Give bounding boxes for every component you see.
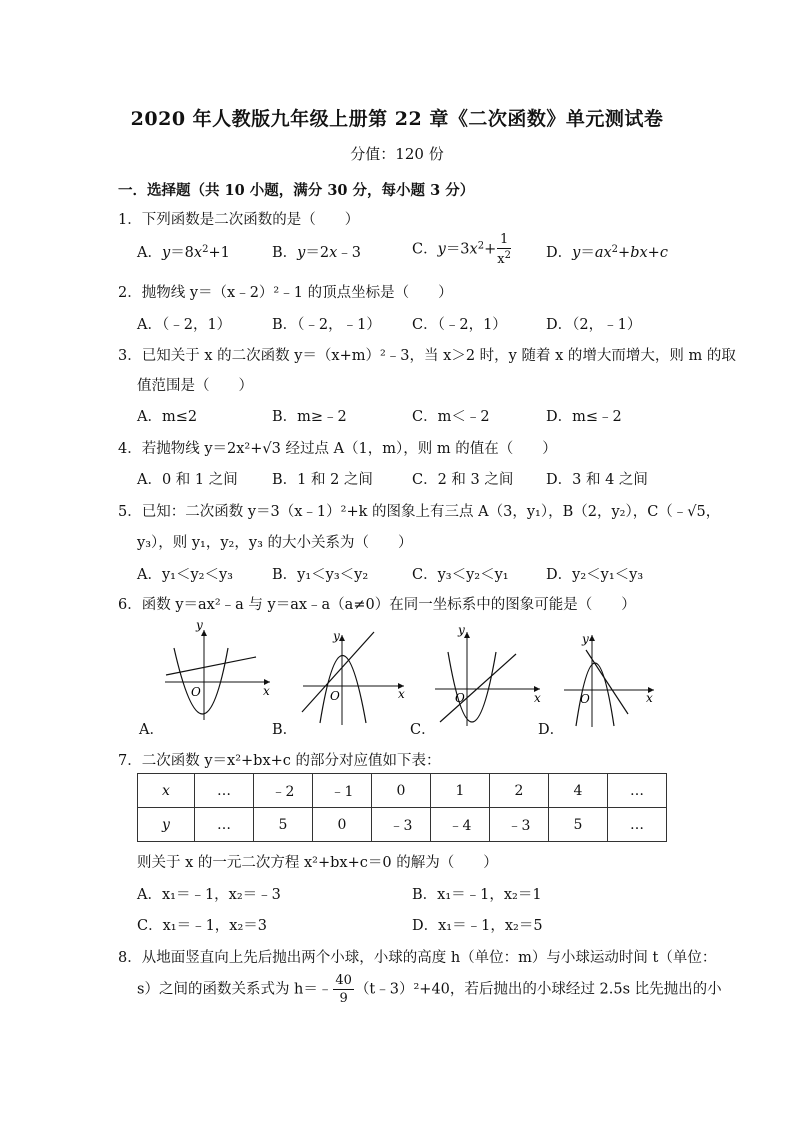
- table-cell: 1: [431, 774, 490, 808]
- table-cell: x: [138, 774, 195, 808]
- table-cell: 0: [313, 808, 372, 842]
- page-title: 2020 年人教版九年级上册第 22 章《二次函数》单元测试卷: [130, 108, 664, 130]
- table-cell: …: [608, 774, 667, 808]
- x-label: x: [534, 691, 541, 705]
- q8-line2-prefix: s）之间的函数关系式为 h＝﹣: [137, 981, 333, 998]
- q3-line2: 值范围是（ ）: [137, 378, 253, 394]
- y-label: y: [458, 623, 465, 637]
- q1-stem: 1．下列函数是二次函数的是（ ）: [118, 212, 360, 228]
- q2-option-a[interactable]: A．（﹣2，1）: [137, 317, 232, 333]
- table-cell: …: [195, 774, 254, 808]
- table-cell: ﹣3: [372, 808, 431, 842]
- graph-b: [298, 628, 413, 728]
- table-cell: ﹣2: [254, 774, 313, 808]
- q1-option-c[interactable]: C．$y=3x^2+$ $\frac{1}{x^2}$: [412, 232, 511, 267]
- q7-option-c[interactable]: C．x₁＝﹣1，x₂＝3: [137, 918, 268, 934]
- table-cell: 5: [254, 808, 313, 842]
- y-arrow: [339, 635, 345, 641]
- q1-option-c-label: C．: [412, 241, 438, 258]
- q5-option-b[interactable]: B．y₁＜y₃＜y₂: [272, 567, 369, 583]
- graph-c: [430, 622, 550, 730]
- fraction-denominator: 9: [339, 991, 348, 1006]
- q3-option-d[interactable]: D．m≤﹣2: [546, 409, 622, 425]
- origin-label: O: [191, 685, 201, 699]
- fraction: $\frac{1}{x^2}$: [497, 232, 511, 267]
- q8-line2: [137, 974, 722, 1005]
- parabola: [174, 648, 228, 714]
- q8-line2-suffix: （t﹣3）²+40，若后抛出的小球经过 2.5s 比先抛出的小: [354, 981, 722, 998]
- q2-stem: 2．抛物线 y＝（x﹣2）²﹣1 的顶点坐标是（ ）: [118, 285, 453, 301]
- table-cell: 5: [549, 808, 608, 842]
- table-cell: 2: [490, 774, 549, 808]
- x-label: x: [398, 687, 405, 701]
- q3-line1: 3．已知关于 x 的二次函数 y＝（x+m）²﹣3，当 x＞2 时，y 随着 x 的增大而增大，则 m 的取: [118, 348, 736, 364]
- table-row-y: [138, 808, 667, 842]
- q3-option-b[interactable]: B．m≥﹣2: [272, 409, 347, 425]
- y-arrow: [464, 632, 470, 638]
- y-label: y: [333, 629, 340, 643]
- score-label: 分值：120 份: [350, 145, 444, 163]
- x-label: x: [646, 691, 653, 705]
- q5-line2: y₃），则 y₁，y₂，y₃ 的大小关系为（ ）: [137, 535, 413, 551]
- x-label: x: [263, 684, 270, 698]
- origin-label: O: [330, 689, 340, 703]
- q3-option-c[interactable]: C．m＜﹣2: [412, 409, 490, 425]
- y-label: y: [196, 620, 203, 632]
- q4-option-a[interactable]: A．0 和 1 之间: [137, 472, 238, 488]
- q2-option-b[interactable]: B．（﹣2，﹣1）: [272, 317, 381, 333]
- origin-label: O: [580, 692, 590, 706]
- table-cell: ﹣3: [490, 808, 549, 842]
- q8-line1: 8．从地面竖直向上先后抛出两个小球，小球的高度 h（单位：m）与小球运动时间 t（单位：: [118, 950, 717, 966]
- q7-option-a[interactable]: A．x₁＝﹣1，x₂＝﹣3: [137, 887, 281, 903]
- fraction: [333, 974, 354, 1005]
- q4-option-b[interactable]: B．1 和 2 之间: [272, 472, 373, 488]
- q2-option-c[interactable]: C．（﹣2，1）: [412, 317, 507, 333]
- table-cell: y: [138, 808, 195, 842]
- graph-d: [560, 630, 660, 730]
- q5-option-c[interactable]: C．y₃＜y₂＜y₁: [412, 567, 509, 583]
- q7-option-d[interactable]: D．x₁＝﹣1，x₂＝5: [412, 918, 543, 934]
- q5-option-d[interactable]: D．y₂＜y₁＜y₃: [546, 567, 644, 583]
- q7-stem: 7．二次函数 y＝x²+bx+c 的部分对应值如下表：: [118, 753, 441, 769]
- table-cell: 4: [549, 774, 608, 808]
- y-label: y: [582, 632, 589, 646]
- q6-option-b[interactable]: B．: [272, 722, 298, 738]
- value-table: [137, 773, 667, 842]
- fraction-numerator: 40: [335, 973, 352, 988]
- parabola: [448, 652, 496, 722]
- y-arrow: [589, 635, 595, 641]
- table-cell: …: [195, 808, 254, 842]
- q5-option-a[interactable]: A．y₁＜y₂＜y₃: [137, 567, 233, 583]
- q7-after: 则关于 x 的一元二次方程 x²+bx+c＝0 的解为（ ）: [137, 855, 498, 871]
- q1-option-b[interactable]: B．y＝2x﹣3: [272, 245, 362, 261]
- q7-option-b[interactable]: B．x₁＝﹣1，x₂＝1: [412, 887, 542, 903]
- table-cell: 0: [372, 774, 431, 808]
- section-heading: 一．选择题（共 10 小题，满分 30 分，每小题 3 分）: [118, 182, 475, 199]
- q6-option-d[interactable]: D．: [538, 722, 565, 738]
- q5-line1: 5．已知：二次函数 y＝3（x﹣1）²+k 的图象上有三点 A（3，y₁），B（2，y₂），C（﹣√5，: [118, 504, 721, 520]
- line: [166, 657, 256, 675]
- q4-option-c[interactable]: C．2 和 3 之间: [412, 472, 514, 488]
- q4-stem: 4．若抛物线 y＝2x²+√3 经过点 A（1，m），则 m 的值在（ ）: [118, 441, 557, 457]
- origin-label: O: [455, 691, 465, 705]
- q4-option-d[interactable]: D．3 和 4 之间: [546, 472, 648, 488]
- q3-option-a[interactable]: A．m≤2: [137, 409, 198, 425]
- q1-option-b-label: B．: [272, 245, 298, 261]
- q1-option-d-label: D．: [546, 245, 573, 261]
- q1-option-a[interactable]: A．$y=8x^2+1$: [137, 244, 230, 261]
- table-cell: …: [608, 808, 667, 842]
- table-cell: ﹣4: [431, 808, 490, 842]
- q6-stem: 6．函数 y＝ax²﹣a 与 y＝ax﹣a（a≠0）在同一坐标系中的图象可能是（ ）: [118, 597, 636, 613]
- q6-option-a[interactable]: A．: [139, 722, 164, 738]
- q2-option-d[interactable]: D．（2，﹣1）: [546, 317, 642, 333]
- line: [440, 654, 516, 722]
- q1-option-d[interactable]: D．$y=ax^2+bx+c$: [546, 244, 668, 261]
- table-row-x: [138, 774, 667, 808]
- graph-a: [160, 620, 280, 725]
- table-cell: ﹣1: [313, 774, 372, 808]
- q6-option-c[interactable]: C．: [410, 722, 436, 738]
- q1-option-a-label: A．: [137, 245, 162, 261]
